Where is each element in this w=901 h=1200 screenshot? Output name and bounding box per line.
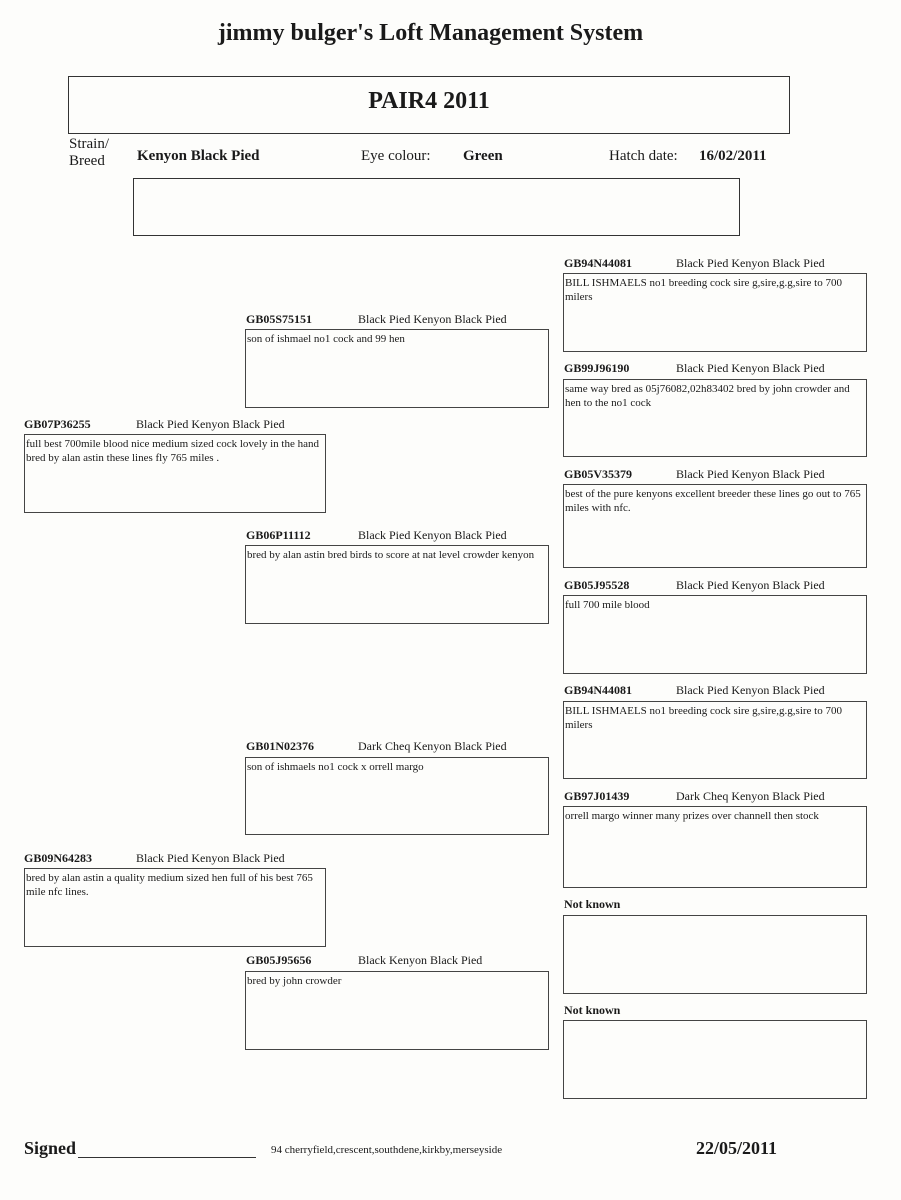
bird-notes: bred by alan astin bred birds to score at nat level crowder kenyon [245,545,549,624]
bird-description: Black Kenyon Black Pied [358,953,483,967]
bird-ring-number: GB09N64283 [24,851,93,865]
signature-line [78,1157,256,1158]
bird-notes: full best 700mile blood nice medium sized cock lovely in the hand bred by alan astin these lines fly 765 miles . [24,434,326,513]
bird-ring-number: GB05J95528 [564,578,630,592]
bird-ring-number: GB01N02376 [246,739,315,753]
eye-colour-value: Green [463,148,503,164]
bird-ring-number: GB94N44081 [564,256,633,270]
bird-ring-number: GB94N44081 [564,683,633,697]
bird-notes: BILL ISHMAELS no1 breeding cock sire g,sire,g.g,sire to 700 milers [563,273,867,352]
bird-notes: best of the pure kenyons excellent breeder these lines go out to 765 miles with nfc. [563,484,867,568]
bird-ring-number: GB05J95656 [246,953,312,967]
pair-notes-box [133,178,740,236]
footer-date: 22/05/2011 [696,1138,778,1158]
bird-notes: BILL ISHMAELS no1 breeding cock sire g,sire,g.g,sire to 700 milers [563,701,867,779]
bird-ring-number: GB97J01439 [564,789,630,803]
bird-description: Black Pied Kenyon Black Pied [676,361,825,375]
bird-description: Black Pied Kenyon Black Pied [676,683,825,697]
bird-description: Black Pied Kenyon Black Pied [676,256,825,270]
bird-description: Black Pied Kenyon Black Pied [676,578,825,592]
bird-description: Dark Cheq Kenyon Black Pied [358,739,507,753]
eye-colour-label: Eye colour: [361,148,431,164]
bird-notes [563,1020,867,1099]
bird-ring-number: GB06P11112 [246,528,311,542]
system-title: jimmy bulger's Loft Management System [217,20,644,46]
bird-notes: son of ishmaels no1 cock x orrell margo [245,757,549,835]
bird-notes: bred by john crowder [245,971,549,1050]
bird-notes: same way bred as 05j76082,02h83402 bred by john crowder and hen to the no1 cock [563,379,867,457]
strain-value: Kenyon Black Pied [137,148,260,164]
bird-ring-number: GB05V35379 [564,467,633,481]
bird-ring-number: Not known [564,897,621,911]
bird-notes: bred by alan astin a quality medium sized hen full of his best 765 mile nfc lines. [24,868,326,947]
bird-description: Dark Cheq Kenyon Black Pied [676,789,825,803]
bird-ring-number: Not known [564,1003,621,1017]
bird-ring-number: GB99J96190 [564,361,630,375]
signed-label: Signed [24,1138,77,1158]
bird-ring-number: GB07P36255 [24,417,91,431]
bird-notes: son of ishmael no1 cock and 99 hen [245,329,549,408]
bird-description: Black Pied Kenyon Black Pied [136,851,285,865]
bird-notes: full 700 mile blood [563,595,867,674]
bird-description: Black Pied Kenyon Black Pied [358,312,507,326]
bird-notes: orrell margo winner many prizes over channell then stock [563,806,867,888]
bird-description: Black Pied Kenyon Black Pied [676,467,825,481]
bird-description: Black Pied Kenyon Black Pied [358,528,507,542]
bird-description: Black Pied Kenyon Black Pied [136,417,285,431]
pair-title: PAIR4 2011 [368,88,490,114]
hatch-date-value: 16/02/2011 [699,148,767,164]
address: 94 cherryfield,crescent,southdene,kirkby,merseyside [271,1144,503,1156]
hatch-date-label: Hatch date: [609,148,678,164]
bird-ring-number: GB05S75151 [246,312,313,326]
strain-label: Strain/ Breed [69,136,109,169]
bird-notes [563,915,867,994]
